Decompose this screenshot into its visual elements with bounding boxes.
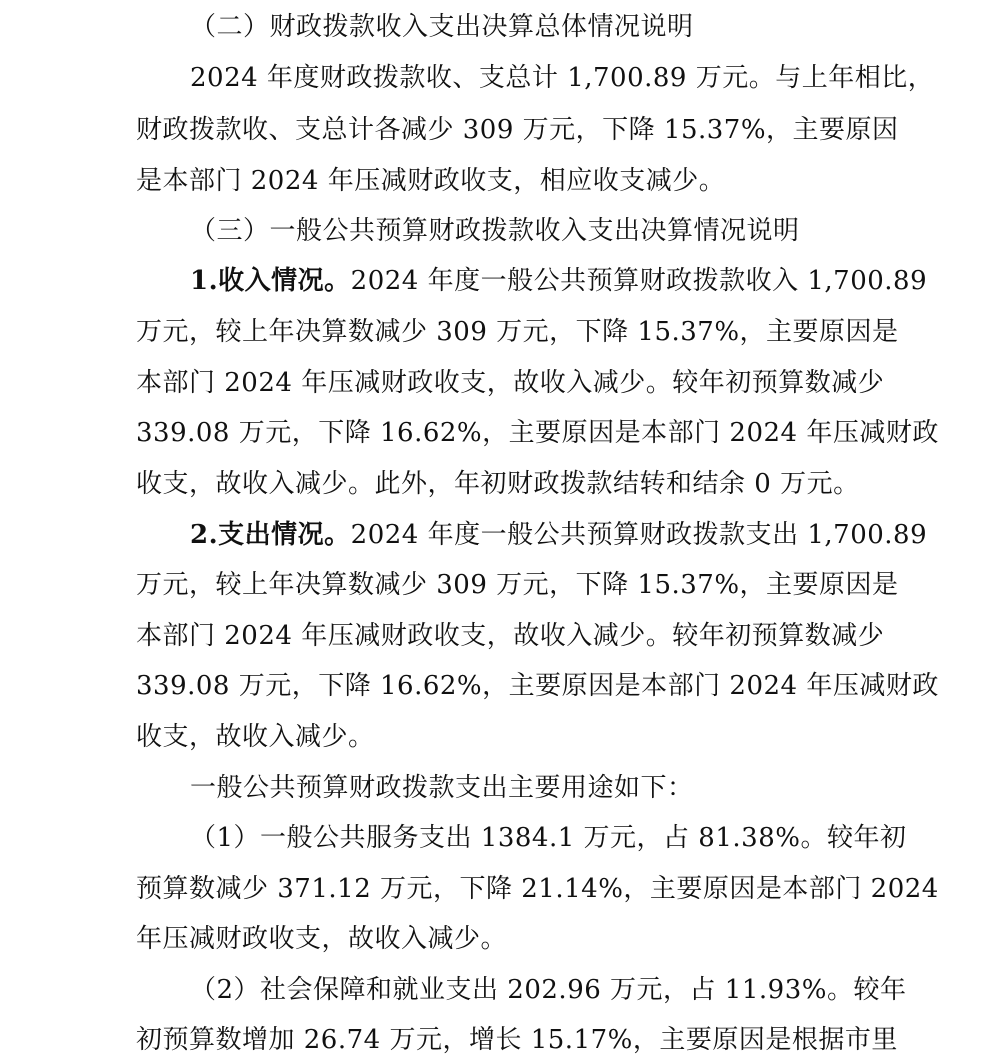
paragraph-line: 收支，故收入减少。: [136, 722, 375, 752]
income-label: 1.收入情况。: [190, 266, 351, 296]
paragraph-line: 339.08 万元，下降 16.62%，主要原因是本部门 2024 年压减财政: [136, 671, 939, 701]
uses-intro: 一般公共预算财政拨款支出主要用途如下：: [190, 773, 694, 803]
section-3-heading: （三）一般公共预算财政拨款收入支出决算情况说明: [190, 216, 800, 246]
expenditure-label: 2.支出情况。: [190, 520, 351, 550]
paragraph-line: 2024 年度财政拨款收、支总计 1,700.89 万元。与上年相比，: [190, 63, 935, 93]
paragraph-line: 财政拨款收、支总计各减少 309 万元，下降 15.37%，主要原因: [136, 115, 899, 145]
paragraph-line: 万元，较上年决算数减少 309 万元，下降 15.37%，主要原因是: [136, 570, 899, 600]
paragraph-line: 年压减财政收支，故收入减少。: [136, 924, 508, 954]
income-paragraph-first-line: [190, 264, 928, 298]
expenditure-first-line-text: 2024 年度一般公共预算财政拨款支出 1,700.89: [350, 520, 928, 550]
paragraph-line: 本部门 2024 年压减财政收支，故收入减少。较年初预算数减少: [136, 621, 885, 651]
item-2-first-line: （2）社会保障和就业支出 202.96 万元，占 11.93%。较年: [190, 975, 907, 1005]
paragraph-line: 收支，故收入减少。此外，年初财政拨款结转和结余 0 万元。: [136, 469, 860, 499]
section-2-heading: （二）财政拨款收入支出决算总体情况说明: [190, 12, 694, 42]
paragraph-line: 本部门 2024 年压减财政收支，故收入减少。较年初预算数减少: [136, 368, 885, 398]
income-first-line-text: 2024 年度一般公共预算财政拨款收入 1,700.89: [350, 266, 928, 296]
item-1-first-line: （1）一般公共服务支出 1384.1 万元，占 81.38%。较年初: [190, 823, 907, 853]
paragraph-line: 万元，较上年决算数减少 309 万元，下降 15.37%，主要原因是: [136, 317, 899, 347]
paragraph-line: 初预算数增加 26.74 万元，增长 15.17%，主要原因是根据市里: [136, 1025, 898, 1055]
paragraph-line: 339.08 万元，下降 16.62%，主要原因是本部门 2024 年压减财政: [136, 418, 939, 448]
expenditure-paragraph-first-line: [190, 518, 928, 552]
paragraph-line: 是本部门 2024 年压减财政收支，相应收支减少。: [136, 166, 726, 196]
paragraph-line: 预算数减少 371.12 万元，下降 21.14%，主要原因是本部门 2024: [136, 874, 939, 904]
